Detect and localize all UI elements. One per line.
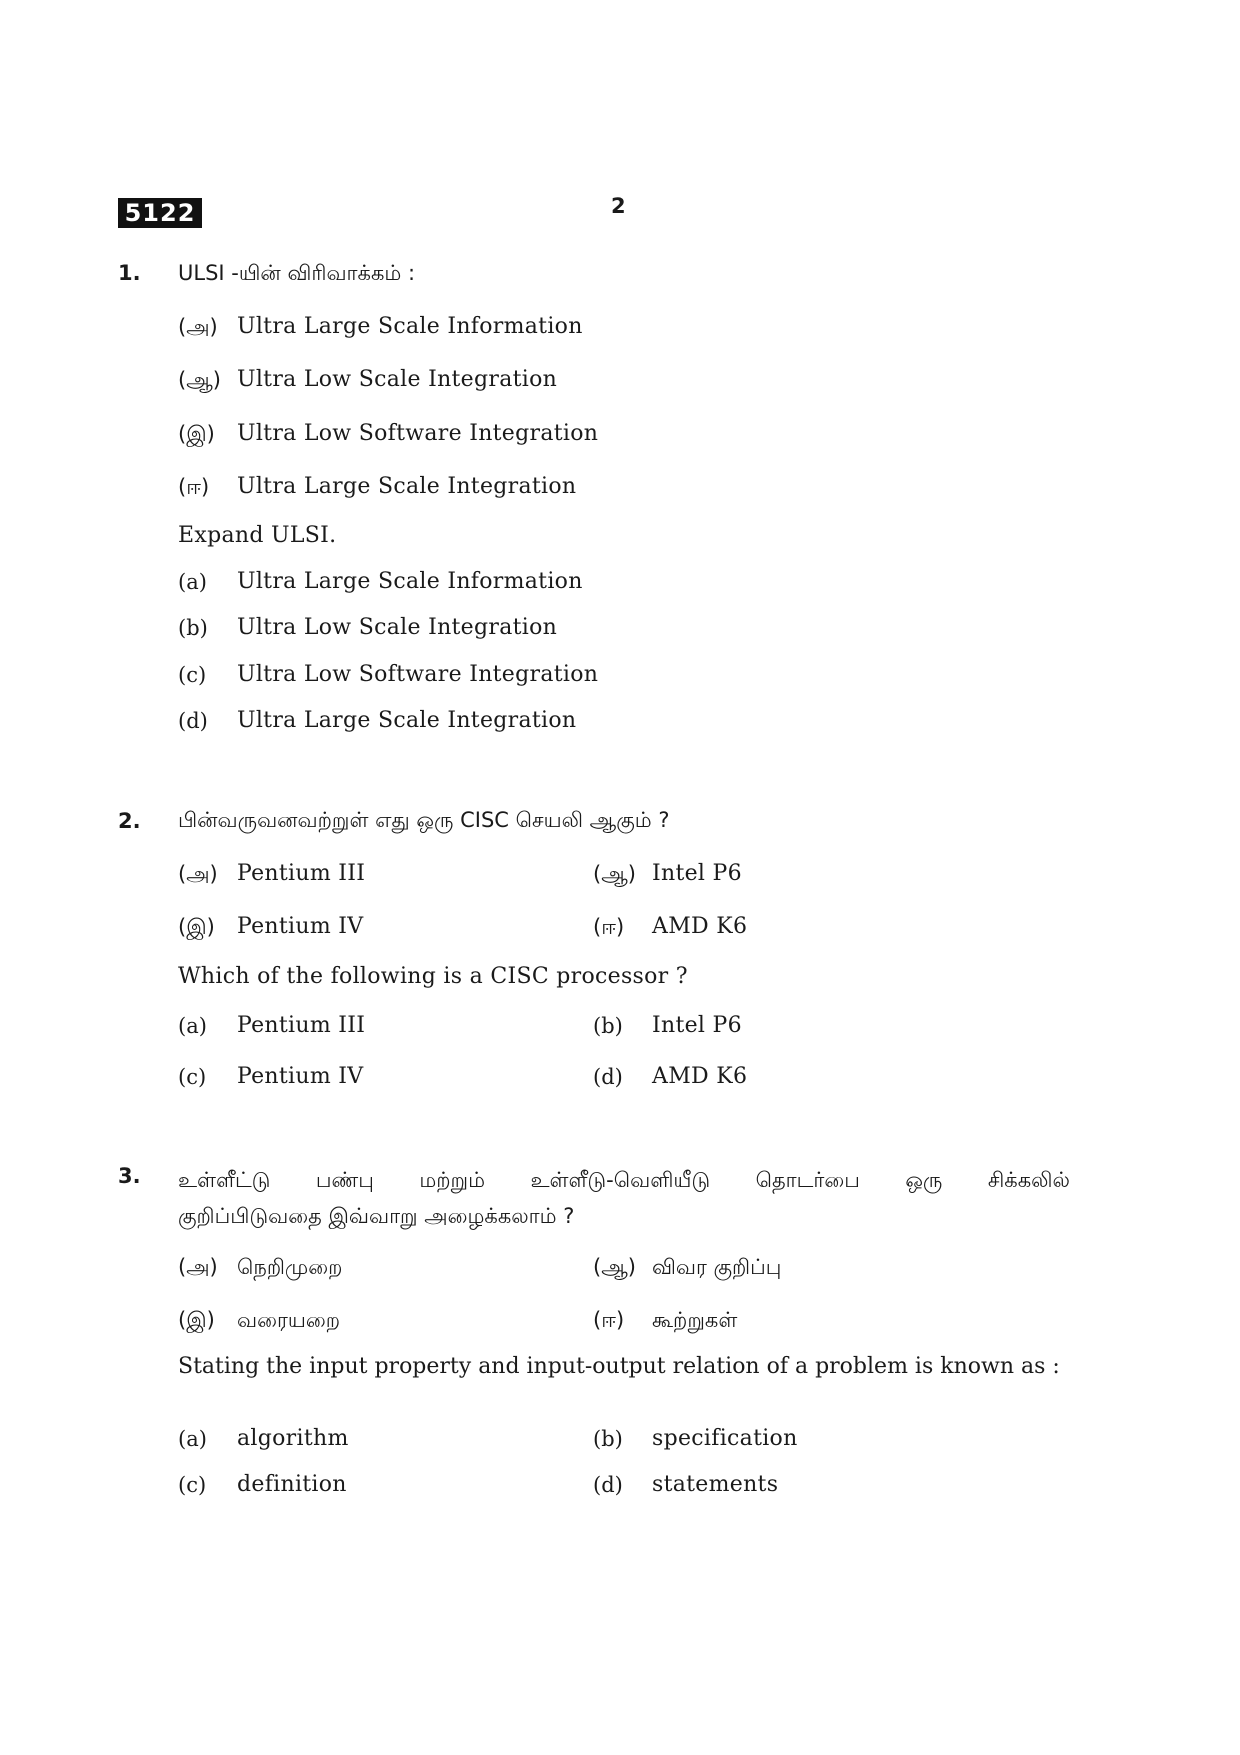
option-label: (d) [178, 709, 208, 733]
option-label: (b) [593, 1014, 623, 1038]
option-label: (ஈ) [178, 475, 210, 499]
option-text: Ultra Large Scale Information [237, 314, 583, 339]
option-label: (b) [178, 616, 208, 640]
option-label: (அ) [178, 1255, 218, 1279]
option-text: Ultra Large Scale Integration [237, 474, 577, 499]
option-label: (ஈ) [593, 1308, 625, 1332]
question-english-text: Which of the following is a CISC processor ? [178, 964, 688, 989]
option-label: (அ) [178, 862, 218, 886]
option-text: Ultra Low Scale Integration [237, 367, 558, 392]
option-text: Intel P6 [652, 1013, 742, 1038]
question-tamil-text: ULSI -யின் விரிவாக்கம் : [178, 261, 416, 285]
question-tamil-line-1: உள்ளீட்டு பண்பு மற்றும் உள்ளீடு-வெளியீடு தொடர்பை ஒரு சிக்கலில் [178, 1168, 1070, 1192]
question-number: 3. [118, 1164, 141, 1188]
option-label: (ஆ) [593, 1255, 636, 1279]
question-number: 1. [118, 261, 141, 285]
option-text: Pentium IV [237, 1064, 364, 1089]
question-english-text: Expand ULSI. [178, 523, 337, 548]
option-text: வரையறை [237, 1308, 340, 1332]
question-tamil-text: பின்வருவனவற்றுள் எது ஒரு CISC செயலி ஆகும் ? [178, 808, 670, 832]
option-text: Ultra Low Software Integration [237, 662, 599, 687]
option-label: (c) [178, 663, 207, 687]
option-label: (d) [593, 1065, 623, 1089]
option-text: Ultra Low Software Integration [237, 421, 599, 446]
option-label: (a) [178, 1014, 207, 1038]
option-label: (ஈ) [593, 915, 625, 939]
option-text: Ultra Low Scale Integration [237, 615, 558, 640]
option-text: Ultra Large Scale Information [237, 569, 583, 594]
option-label: (b) [593, 1427, 623, 1451]
option-text: definition [237, 1472, 347, 1497]
option-label: (a) [178, 570, 207, 594]
option-label: (இ) [178, 915, 215, 939]
option-text: AMD K6 [652, 914, 748, 939]
option-text: Intel P6 [652, 861, 742, 886]
option-label: (அ) [178, 315, 218, 339]
option-text: Pentium III [237, 861, 366, 886]
option-label: (c) [178, 1473, 207, 1497]
paper-code-badge: 5122 [118, 198, 202, 228]
option-label: (ஆ) [178, 368, 221, 392]
option-label: (d) [593, 1473, 623, 1497]
option-text: நெறிமுறை [237, 1255, 343, 1279]
page-number: 2 [611, 194, 626, 218]
option-text: AMD K6 [652, 1064, 748, 1089]
option-text: Pentium IV [237, 914, 364, 939]
option-text: statements [652, 1472, 779, 1497]
question-tamil-text [178, 1162, 1070, 1234]
option-text: Pentium III [237, 1013, 366, 1038]
option-label: (c) [178, 1065, 207, 1089]
option-text: specification [652, 1426, 798, 1451]
question-number: 2. [118, 809, 141, 833]
option-text: algorithm [237, 1426, 349, 1451]
option-text: Ultra Large Scale Integration [237, 708, 577, 733]
option-label: (இ) [178, 422, 215, 446]
option-label: (இ) [178, 1308, 215, 1332]
question-english-text: Stating the input property and input-output relation of a problem is known as : [178, 1354, 1060, 1379]
option-label: (ஆ) [593, 862, 636, 886]
question-tamil-line-2: குறிப்பிடுவதை இவ்வாறு அழைக்கலாம் ? [178, 1204, 575, 1228]
option-text: கூற்றுகள் [652, 1308, 738, 1332]
option-label: (a) [178, 1427, 207, 1451]
option-text: விவர குறிப்பு [652, 1255, 782, 1279]
